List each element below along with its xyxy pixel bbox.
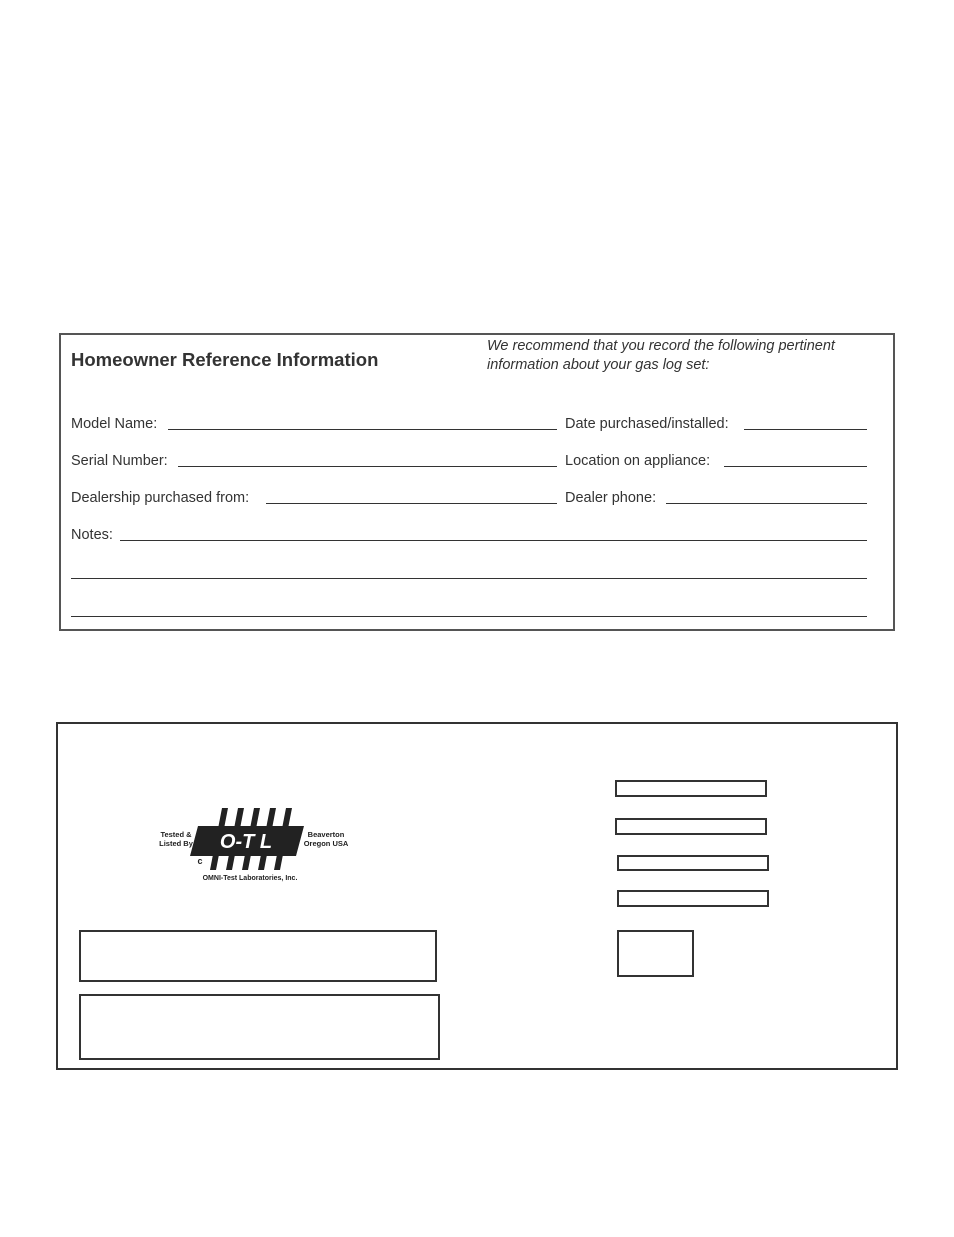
location-text: Beaverton Oregon USA bbox=[303, 830, 349, 848]
entry-box-1[interactable] bbox=[615, 780, 767, 797]
form-intro: We recommend that you record the following pertinent information about your gas log set: bbox=[487, 338, 835, 373]
entry-box-3[interactable] bbox=[617, 855, 769, 871]
blank-label-box-2 bbox=[79, 994, 440, 1060]
dealer-phone-label: Dealer phone: bbox=[565, 490, 657, 506]
date-purchased-line[interactable] bbox=[744, 429, 867, 430]
otl-logo bbox=[158, 806, 358, 886]
serial-number-label: Serial Number: bbox=[71, 453, 168, 469]
location-line[interactable] bbox=[724, 466, 867, 467]
tested-listed-text: Tested & Listed By bbox=[159, 830, 193, 848]
date-purchased-label: Date purchased/installed: bbox=[565, 416, 729, 432]
notes-line-1[interactable] bbox=[120, 540, 867, 541]
form-title: Homeowner Reference Information bbox=[71, 349, 379, 370]
otl-logo-text: O-T L bbox=[219, 831, 273, 853]
model-name-label: Model Name: bbox=[71, 416, 158, 432]
lab-name-text: OMNI-Test Laboratories, Inc. bbox=[202, 875, 298, 882]
notes-label: Notes: bbox=[71, 527, 113, 543]
dealership-label: Dealership purchased from: bbox=[71, 490, 250, 506]
serial-number-line[interactable] bbox=[178, 466, 557, 467]
dealer-phone-line[interactable] bbox=[666, 503, 867, 504]
notes-line-3[interactable] bbox=[71, 616, 867, 617]
entry-box-4[interactable] bbox=[617, 890, 769, 907]
location-label: Location on appliance: bbox=[565, 453, 711, 469]
entry-box-5[interactable] bbox=[617, 930, 694, 977]
notes-line-2[interactable] bbox=[71, 578, 867, 579]
entry-box-2[interactable] bbox=[615, 818, 767, 835]
dealership-line[interactable] bbox=[266, 503, 557, 504]
homeowner-reference-form bbox=[59, 333, 895, 631]
blank-label-box-1 bbox=[79, 930, 437, 982]
otl-c-mark: c bbox=[197, 856, 203, 866]
rating-label-box bbox=[56, 722, 898, 1070]
model-name-line[interactable] bbox=[168, 429, 557, 430]
